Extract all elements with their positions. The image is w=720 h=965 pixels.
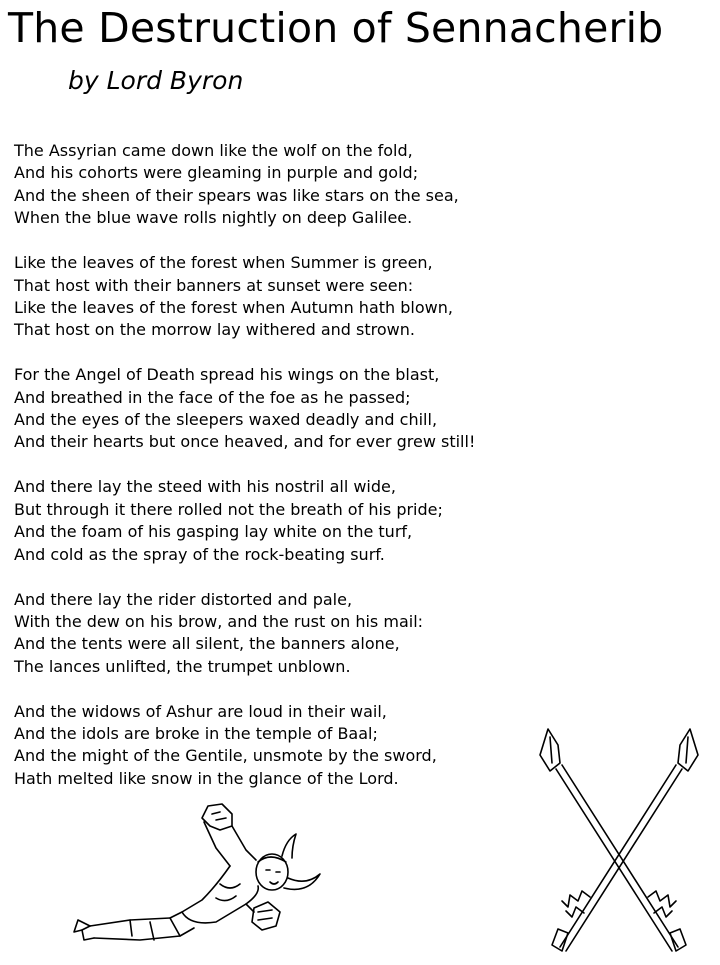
poem-line: When the blue wave rolls nightly on deep Galilee. (14, 208, 413, 228)
fallen-warrior-illustration (70, 800, 340, 960)
stanza-3 (14, 364, 475, 454)
poem (14, 140, 475, 813)
poem-line: And the foam of his gasping lay white on the turf, (14, 522, 413, 542)
poem-line: With the dew on his brow, and the rust on his mail: (14, 611, 424, 631)
poem-line: And his cohorts were gleaming in purple and gold; (14, 163, 419, 183)
poem-line: And there lay the steed with his nostril all wide, (14, 477, 396, 497)
poem-line: And there lay the rider distorted and pale, (14, 589, 353, 609)
poem-line: For the Angel of Death spread his wings on the blast, (14, 365, 440, 385)
poem-line: Hath melted like snow in the glance of the Lord. (14, 768, 399, 788)
poem-line: That host on the morrow lay withered and strown. (14, 320, 415, 340)
poem-line: And their hearts but once heaved, and for ever grew still! (14, 432, 476, 452)
author-byline: by Lord Byron (68, 66, 244, 95)
poem-line: And the tents were all silent, the banners alone, (14, 634, 400, 654)
poem-line: And the might of the Gentile, unsmote by the sword, (14, 746, 437, 766)
stanza-2 (14, 252, 475, 342)
poem-line: And the sheen of their spears was like stars on the sea, (14, 185, 459, 205)
poem-line: And the idols are broke in the temple of Baal; (14, 724, 378, 744)
stanza-4 (14, 476, 475, 566)
poem-line: And cold as the spray of the rock-beating surf. (14, 544, 385, 564)
poem-line: And the eyes of the sleepers waxed deadly and chill, (14, 410, 438, 430)
poem-line: That host with their banners at sunset were seen: (14, 275, 414, 295)
stanza-6 (14, 701, 475, 791)
poem-line: Like the leaves of the forest when Autumn hath blown, (14, 297, 453, 317)
crossed-spears-illustration (520, 725, 720, 965)
poem-line: And the widows of Ashur are loud in their wail, (14, 701, 387, 721)
stanza-1 (14, 140, 475, 230)
poem-line: The lances unlifted, the trumpet unblown. (14, 656, 351, 676)
stanza-5 (14, 589, 475, 679)
poem-line: But through it there rolled not the breath of his pride; (14, 499, 443, 519)
poem-line: The Assyrian came down like the wolf on the fold, (14, 141, 413, 160)
poem-line: And breathed in the face of the foe as he passed; (14, 387, 411, 407)
page-title: The Destruction of Sennacherib (8, 4, 664, 52)
poem-line: Like the leaves of the forest when Summer is green, (14, 253, 433, 273)
